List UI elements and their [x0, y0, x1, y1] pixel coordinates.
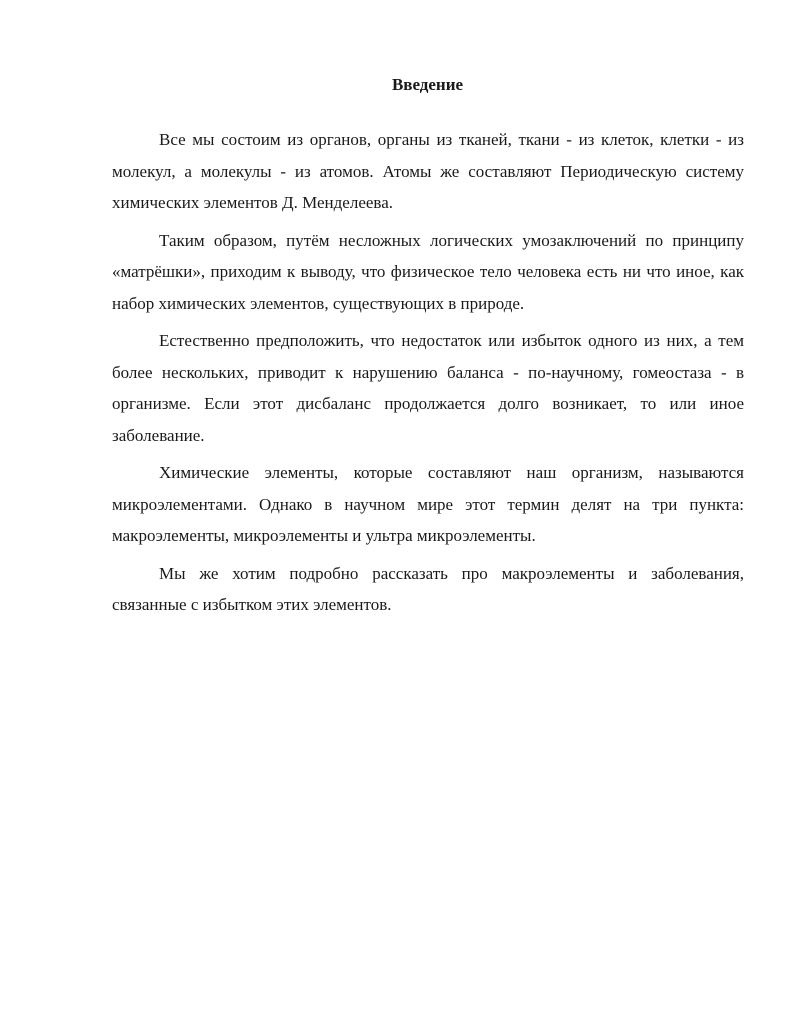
- paragraph-goal: Мы же хотим подробно рассказать про макроэлементы и заболевания, связанные с избытком этих элементов.: [112, 563, 744, 614]
- paragraph-imbalance: Естественно предположить, что недостаток или избыток одного из них, а тем более нескольких, приводит к нарушению баланса - по-научному, гомеостаза - в организме. Если этот дисбаланс продолжается долго возникает, то или иное заболевание.: [112, 331, 744, 445]
- document-body: [112, 124, 744, 621]
- paragraph-matryoshka: Таким образом, путём несложных логических умозаключений по принципу «матрёшки», приходим к выводу, что физическое тело человека есть ни что иное, как набор химических элементов, существующих в природе.: [112, 230, 744, 313]
- paragraph-composition: Все мы состоим из органов, органы из тканей, ткани - из клеток, клетки - из молекул, а молекулы - из атомов. Атомы же составляют Периодическую систему химических элементов Д. Менделеева.: [112, 130, 744, 212]
- paragraph-elements-classification: Химические элементы, которые составляют наш организм, называются микроэлементами. Однако в научном мире этот термин делят на три пункта: макроэлементы, микроэлементы и ультра микроэлементы.: [112, 463, 744, 545]
- document-title: Введение: [391, 75, 464, 94]
